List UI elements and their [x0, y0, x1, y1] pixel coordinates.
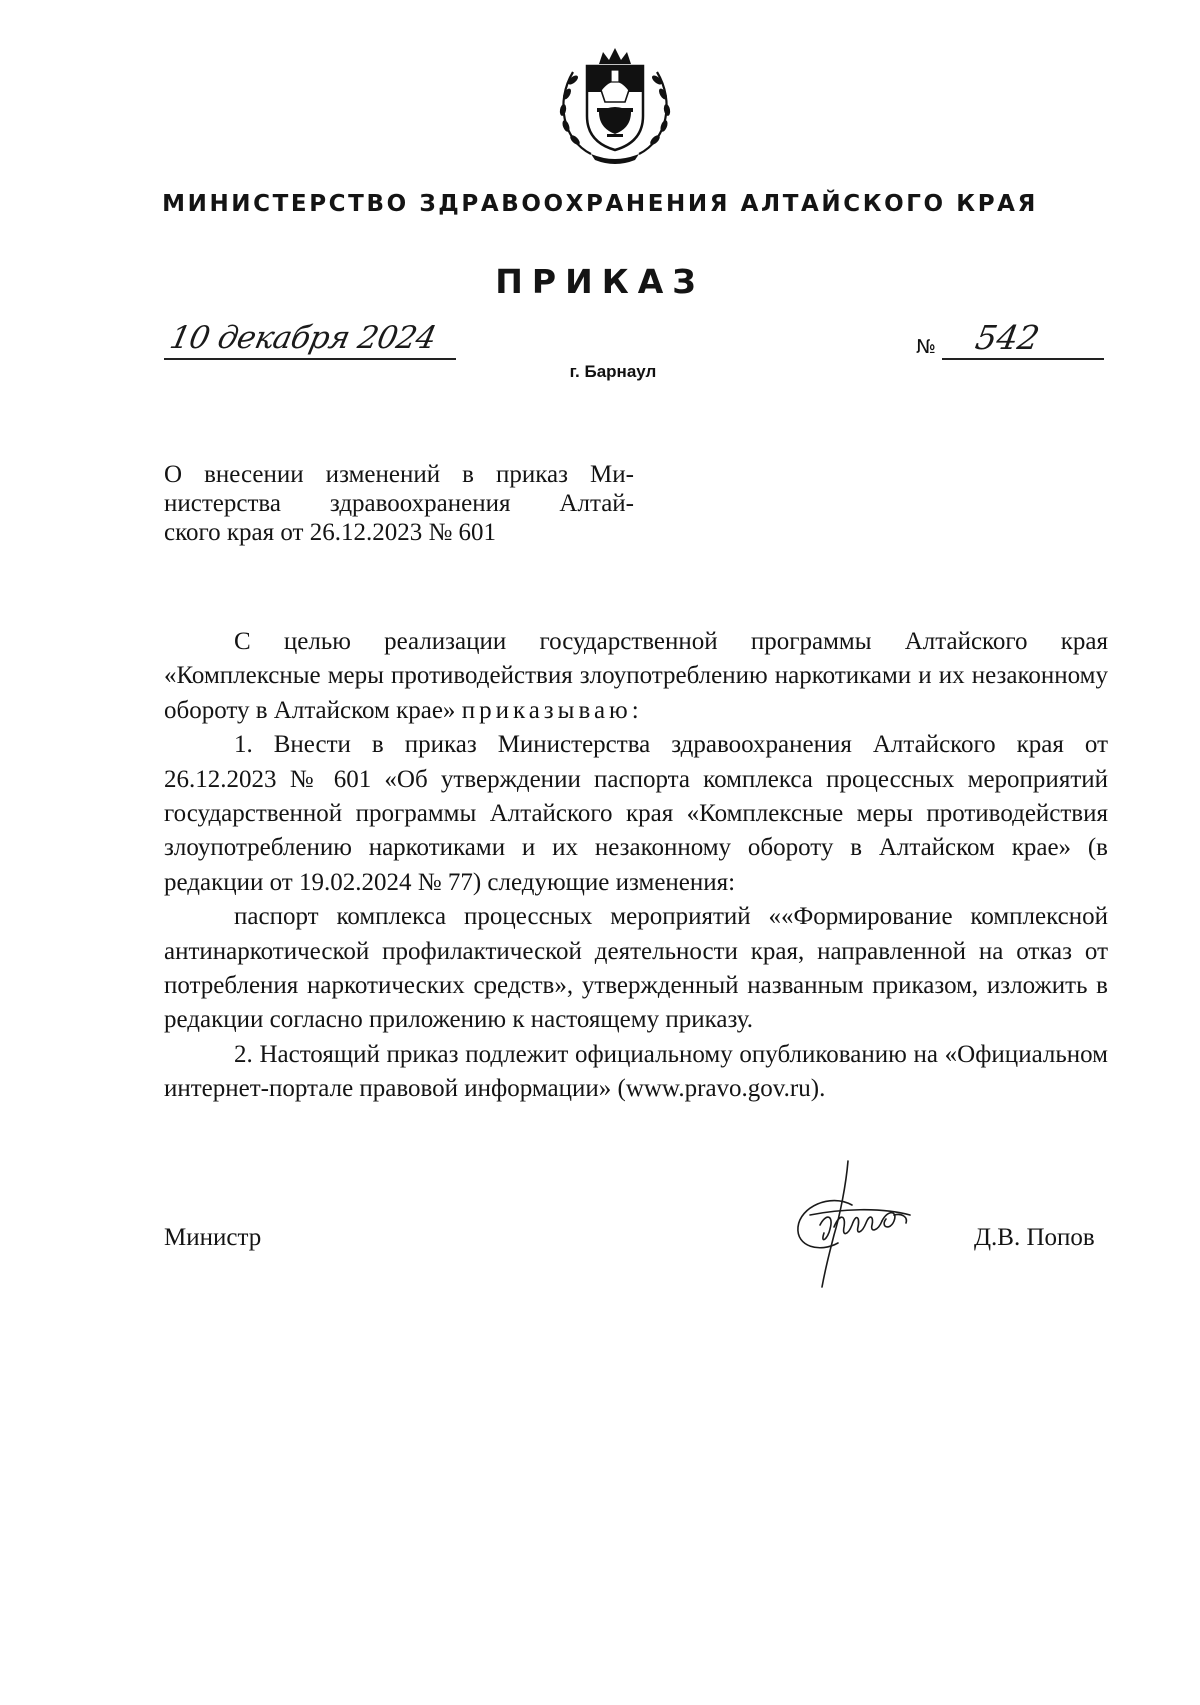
amendment-paragraph: паспорт комплекса процессных мероприятий ««Формирование комплексной антинаркотической профилактической деятельности края, направленной на отказ от потребления наркотических средств», утвержденный названным приказом, изложить в редакции согласно приложению к настоящему приказу. [164, 903, 1108, 1034]
order-number-label: № [916, 336, 936, 358]
subject-line: О внесении изменений в приказ Ми- [164, 461, 634, 488]
document-type-title: ПРИКАЗ [495, 262, 705, 301]
order-body [164, 625, 1108, 1107]
order-subject [164, 460, 634, 547]
subject-line: нистерства здравоохранения Алтай- [164, 490, 634, 517]
signatory-position: Министр [164, 1224, 262, 1251]
number-underline [942, 358, 1104, 360]
signatory-name: Д.В. Попов [974, 1224, 1095, 1251]
clause-1-paragraph: 1. Внести в приказ Министерства здравоохранения Алтайского края от 26.12.2023 № 601 «Об утверждении паспорта комплекса процессных мероприятий государственной программы Алтайского края «Комплексные меры противодействия злоупотреблению наркотиками и их незаконному обороту в Алтайском крае» (в редакции от 19.02.2024 № 77) следующие изменения: [164, 731, 1108, 896]
ministry-name: МИНИСТЕРСТВО ЗДРАВООХРАНЕНИЯ АЛТАЙСКОГО КРАЯ [162, 191, 1038, 217]
date-underline [164, 358, 456, 360]
coat-of-arms-icon [551, 42, 679, 166]
handwritten-date: 10 декабря 2024 [166, 320, 440, 356]
ordering-word: приказываю [461, 696, 632, 724]
handwritten-order-number: 542 [972, 318, 1043, 357]
subject-line: ского края от 26.12.2023 № 601 [164, 519, 497, 546]
signature-icon [790, 1155, 940, 1295]
preamble-paragraph: С целью реализации государственной программы Алтайского края «Комплексные меры противодействия злоупотреблению наркотиками и их незаконному обороту в Алтайском крае» приказываю: [164, 628, 1108, 724]
clause-2-paragraph: 2. Настоящий приказ подлежит официальному опубликованию на «Официальном интернет-портале правовой информации» (www.pravo.gov.ru). [164, 1040, 1108, 1103]
city-label: г. Барнаул [569, 362, 657, 381]
